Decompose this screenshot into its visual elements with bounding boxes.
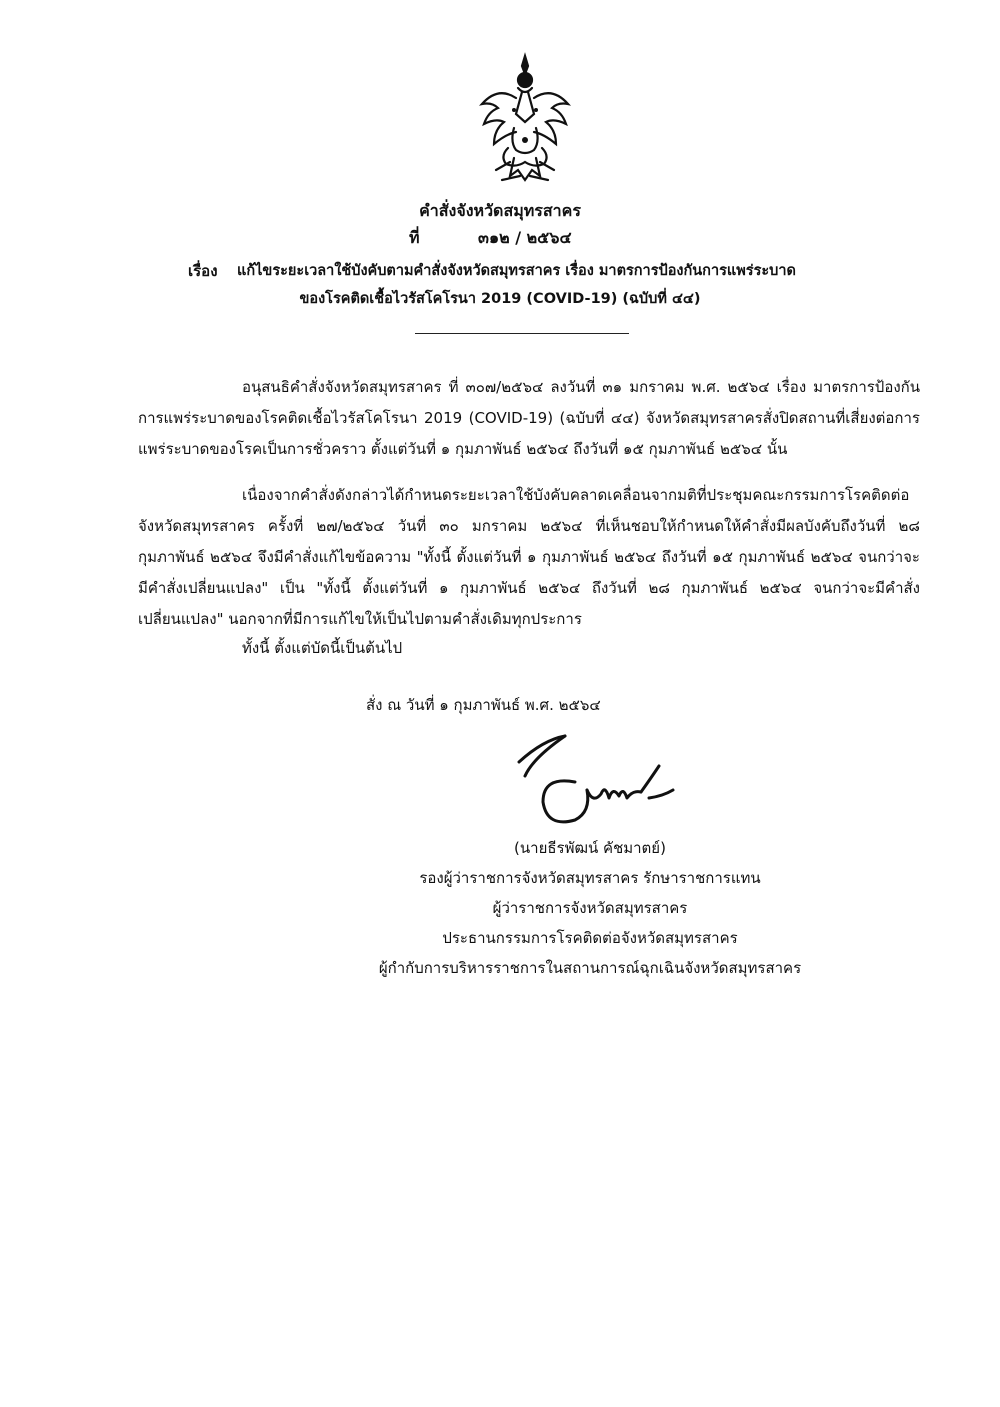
order-number: ๓๑๒ / ๒๕๖๔ xyxy=(478,228,572,247)
subject-line-2: ของโรคติดเชื้อไวรัสโคโรนา 2019 (COVID-19) (ฉบับที่ ๔๔) xyxy=(299,291,701,307)
signatory-position-2: ผู้ว่าราชการจังหวัดสมุทรสาคร xyxy=(492,899,688,917)
order-title: คำสั่งจังหวัดสมุทรสาคร xyxy=(419,201,581,220)
body-paragraph-1 xyxy=(138,372,920,465)
paragraph-text: เนื่องจากคำสั่งดังกล่าวได้กำหนดระยะเวลาใช้บังคับคลาดเคลื่อนจากมติที่ประชุมคณะกรรมการโรคติดต่อจังหวัดสมุทรสาคร ครั้งที่ ๒๗/๒๕๖๔ วันที่ ๓๐ มกราคม ๒๕๖๔ ที่เห็นชอบให้กำหนดให้คำสั่งมีผลบังคับถึงวันที่ ๒๘ กุมภาพันธ์ ๒๕๖๔ จึงมีคำสั่งแก้ไขข้อความ "ทั้งนี้ ตั้งแต่วันที่ ๑ กุมภาพันธ์ ๒๕๖๔ ถึงวันที่ ๑๕ กุมภาพันธ์ ๒๕๖๔ จนกว่าจะมีคำสั่งเปลี่ยนแปลง" เป็น "ทั้งนี้ ตั้งแต่วันที่ ๑ กุมภาพันธ์ ๒๕๖๔ ถึงวันที่ ๒๘ กุมภาพันธ์ ๒๕๖๔ จนกว่าจะมีคำสั่งเปลี่ยนแปลง" นอกจากที่มีการแก้ไขให้เป็นไปตามคำสั่งเดิมทุกประการ xyxy=(138,486,920,628)
subject-line-1: แก้ไขระยะเวลาใช้บังคับตามคำสั่งจังหวัดสมุทรสาคร เรื่อง มาตรการป้องกันการแพร่ระบาด xyxy=(237,263,796,279)
ordered-date: สั่ง ณ วันที่ ๑ กุมภาพันธ์ พ.ศ. ๒๕๖๔ xyxy=(366,696,601,714)
subject-label: เรื่อง xyxy=(188,262,218,280)
title-divider xyxy=(415,333,629,334)
handwritten-signature xyxy=(513,732,683,832)
signatory-position-4: ผู้กำกับการบริหารราชการในสถานการณ์ฉุกเฉินจังหวัดสมุทรสาคร xyxy=(378,959,802,977)
body-paragraph-2 xyxy=(138,480,920,635)
garuda-emblem xyxy=(470,52,580,192)
signatory-block xyxy=(340,833,840,983)
effective-statement: ทั้งนี้ ตั้งแต่บัดนี้เป็นต้นไป xyxy=(242,639,403,657)
order-number-label: ที่ xyxy=(409,228,420,247)
signatory-position-3: ประธานกรรมการโรคติดต่อจังหวัดสมุทรสาคร xyxy=(442,929,738,947)
paragraph-text: อนุสนธิคำสั่งจังหวัดสมุทรสาคร ที่ ๓๐๗/๒๕๖๔ ลงวันที่ ๓๑ มกราคม พ.ศ. ๒๕๖๔ เรื่อง มาตรการป้องกันการแพร่ระบาดของโรคติดเชื้อไวรัสโคโรนา 2019 (COVID-19) (ฉบับที่ ๔๔) จังหวัดสมุทรสาครสั่งปิดสถานที่เสี่ยงต่อการแพร่ระบาดของโรคเป็นการชั่วคราว ตั้งแต่วันที่ ๑ กุมภาพันธ์ ๒๕๖๔ ถึงวันที่ ๑๕ กุมภาพันธ์ ๒๕๖๔ นั้น xyxy=(138,378,920,458)
signatory-position-1: รองผู้ว่าราชการจังหวัดสมุทรสาคร รักษาราชการแทน xyxy=(419,869,761,887)
signatory-name: (นายธีรพัฒน์ คัชมาตย์) xyxy=(514,839,666,857)
